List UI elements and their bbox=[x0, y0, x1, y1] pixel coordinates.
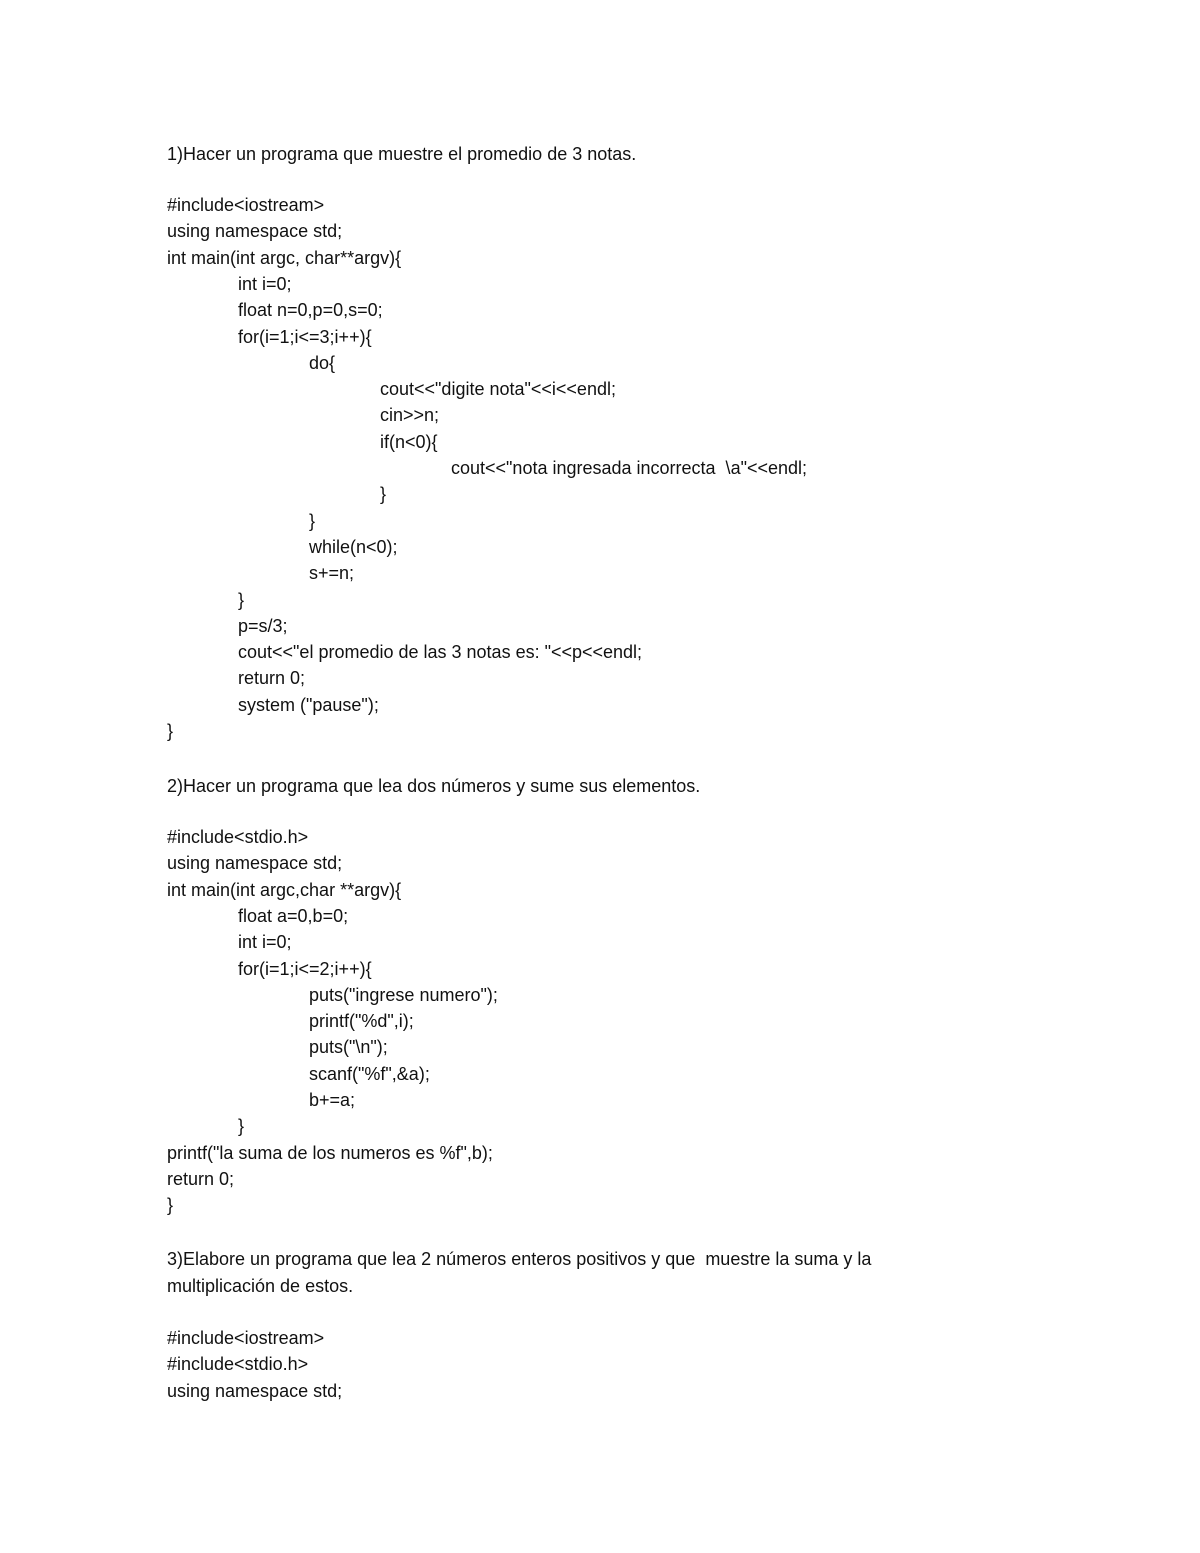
code-line: p=s/3; bbox=[238, 616, 288, 636]
code-line: } bbox=[380, 484, 387, 504]
code-line: } bbox=[167, 1195, 174, 1215]
code-line: for(i=1;i<=2;i++){ bbox=[238, 959, 372, 979]
code-line: } bbox=[309, 511, 316, 531]
code-line: #include<iostream> bbox=[167, 195, 325, 215]
code-line: cout<<"digite nota"<<i<<endl; bbox=[380, 379, 616, 399]
code-line: #include<iostream> bbox=[167, 1328, 325, 1348]
code-line: return 0; bbox=[167, 1169, 235, 1189]
code-line: b+=a; bbox=[309, 1090, 356, 1110]
code-line: do{ bbox=[309, 353, 336, 373]
code-line: int main(int argc, char**argv){ bbox=[167, 248, 402, 268]
exercise-2-title: 2)Hacer un programa que lea dos números y sume sus elementos. bbox=[167, 776, 701, 796]
code-line: using namespace std; bbox=[167, 221, 343, 241]
code-line: int i=0; bbox=[238, 274, 292, 294]
code-line: system ("pause"); bbox=[238, 695, 379, 715]
code-line: return 0; bbox=[238, 668, 306, 688]
code-line: s+=n; bbox=[309, 563, 355, 583]
code-line: for(i=1;i<=3;i++){ bbox=[238, 327, 372, 347]
code-line: #include<stdio.h> bbox=[167, 1354, 309, 1374]
code-line: #include<stdio.h> bbox=[167, 827, 309, 847]
code-line: puts("\n"); bbox=[309, 1037, 388, 1057]
code-line: } bbox=[238, 590, 245, 610]
code-line: if(n<0){ bbox=[380, 432, 438, 452]
code-line: } bbox=[238, 1116, 245, 1136]
code-line: float n=0,p=0,s=0; bbox=[238, 300, 383, 320]
exercise-1-title: 1)Hacer un programa que muestre el promedio de 3 notas. bbox=[167, 144, 637, 164]
code-line: int i=0; bbox=[238, 932, 292, 952]
code-line: int main(int argc,char **argv){ bbox=[167, 880, 402, 900]
code-line: printf("%d",i); bbox=[309, 1011, 414, 1031]
code-line: cout<<"el promedio de las 3 notas es: "<<p<<endl; bbox=[238, 642, 643, 662]
code-line: } bbox=[167, 721, 174, 741]
code-line: cin>>n; bbox=[380, 405, 440, 425]
code-line: while(n<0); bbox=[309, 537, 398, 557]
code-line: printf("la suma de los numeros es %f",b); bbox=[167, 1143, 493, 1163]
code-line: using namespace std; bbox=[167, 853, 343, 873]
code-line: cout<<"nota ingresada incorrecta \a"<<endl; bbox=[451, 458, 808, 478]
code-line: puts("ingrese numero"); bbox=[309, 985, 498, 1005]
code-line: scanf("%f",&a); bbox=[309, 1064, 430, 1084]
exercise-3-title-continued: multiplicación de estos. bbox=[167, 1276, 354, 1296]
code-line: float a=0,b=0; bbox=[238, 906, 349, 926]
exercise-3-title: 3)Elabore un programa que lea 2 números enteros positivos y que muestre la suma y la bbox=[167, 1249, 872, 1269]
code-line: using namespace std; bbox=[167, 1381, 343, 1401]
